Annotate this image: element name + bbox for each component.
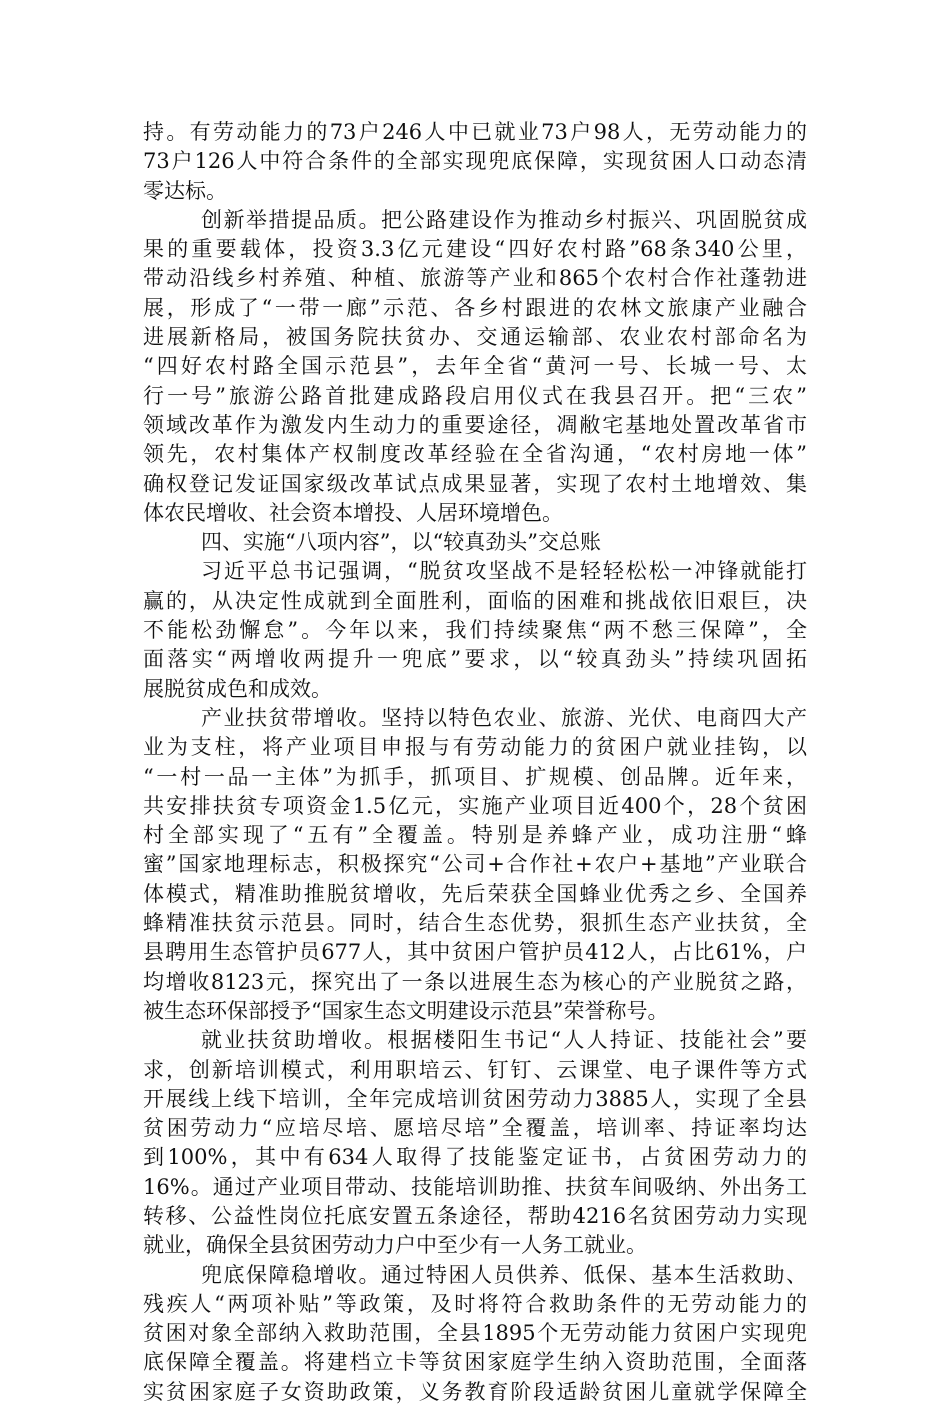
text-line: 确权登记发证国家级改革试点成果显著，实现了农村土地增效、集 <box>143 471 807 496</box>
text-line: 开展线上线下培训，全年完成培训贫困劳动力3885人，实现了全县 <box>143 1086 807 1111</box>
text-line: 面落实“两增收两提升一兜底”要求，以“较真劲头”持续巩固拓 <box>143 647 807 672</box>
text-line: “四好农村路全国示范县”，去年全省“黄河一号、长城一号、太 <box>143 354 807 379</box>
text-line: 实贫困家庭子女资助政策，义务教育阶段适龄贫困儿童就学保障全 <box>143 1379 807 1404</box>
text-line: 到100%，其中有634人取得了技能鉴定证书，占贫困劳动力的 <box>143 1145 807 1170</box>
text-line: 领域改革作为激发内生动力的重要途径，凋敝宅基地处置改革省市 <box>143 412 807 437</box>
text-line: 转移、公益性岗位托底安置五条途径，帮助4216名贫困劳动力实现 <box>143 1203 807 1228</box>
text-line: 持。有劳动能力的73户246人中已就业73户98人，无劳动能力的 <box>143 120 807 144</box>
text-line: 进展新格局，被国务院扶贫办、交通运输部、农业农村部命名为 <box>143 325 807 350</box>
text-line: 赢的，从决定性成就到全面胜利，面临的困难和挑战依旧艰巨，决 <box>143 588 807 613</box>
text-line: 蜜”国家地理标志，积极探究“公司+合作社+农户+基地”产业联合 <box>143 852 807 877</box>
text-line: 16%。通过产业项目带动、技能培训助推、扶贫车间吸纳、外出务工 <box>143 1174 807 1199</box>
text-line: 带动沿线乡村养殖、种植、旅游等产业和865个农村合作社蓬勃进 <box>143 266 807 291</box>
text-line: 被生态环保部授予“国家生态文明建设示范县”荣誉称号。 <box>143 998 669 1023</box>
text-line: 村全部实现了“五有”全覆盖。特别是养蜂产业，成功注册“蜂 <box>143 823 807 848</box>
text-line: 兜底保障稳增收。通过特困人员供养、低保、基本生活救助、 <box>201 1262 807 1287</box>
text-line: 领先，农村集体产权制度改革经验在全省沟通，“农村房地一体” <box>143 442 807 467</box>
text-line: 73户126人中符合条件的全部实现兜底保障，实现贫困人口动态清 <box>143 149 807 174</box>
text-line: 展脱贫成色和成效。 <box>143 676 332 701</box>
text-line: 残疾人“两项补贴”等政策，及时将符合救助条件的无劳动能力的 <box>143 1291 807 1316</box>
text-line: 不能松劲懈怠”。今年以来，我们持续聚焦“两不愁三保障”，全 <box>143 618 807 643</box>
text-line: 贫困劳动力“应培尽培、愿培尽培”全覆盖，培训率、持证率均达 <box>143 1116 807 1141</box>
text-line: 果的重要载体，投资3.3亿元建设“四好农村路”68条340公里， <box>143 237 807 262</box>
text-line: 求，创新培训模式，利用职培云、钉钉、云课堂、电子课件等方式 <box>143 1057 807 1082</box>
text-line: 共安排扶贫专项资金1.5亿元，实施产业项目近400个，28个贫困 <box>143 793 807 818</box>
text-line: 就业扶贫助增收。根据楼阳生书记“人人持证、技能社会”要 <box>201 1028 807 1053</box>
text-line: 产业扶贫带增收。坚持以特色农业、旅游、光伏、电商四大产 <box>201 705 807 730</box>
text-line: 县聘用生态管护员677人，其中贫困户管护员412人，占比61%，户 <box>143 940 807 965</box>
text-line: 体农民增收、社会资本增投、人居环境增色。 <box>143 500 563 525</box>
document-page <box>143 118 807 1407</box>
text-line: 均增收8123元，探究出了一条以进展生态为核心的产业脱贫之路， <box>143 969 807 994</box>
text-line: 创新举措提品质。把公路建设作为推动乡村振兴、巩固脱贫成 <box>201 207 807 232</box>
text-line: 体模式，精准助推脱贫增收，先后荣获全国蜂业优秀之乡、全国养 <box>143 881 807 906</box>
text-line: 就业，确保全县贫困劳动力户中至少有一人务工就业。 <box>143 1233 647 1258</box>
text-line: 习近平总书记强调，“脱贫攻坚战不是轻轻松松一冲锋就能打 <box>201 559 807 584</box>
text-line: “一村一品一主体”为抓手，抓项目、扩规模、创品牌。近年来， <box>143 764 807 789</box>
text-line: 四、实施“八项内容”，以“较真劲头”交总账 <box>201 530 601 555</box>
text-line: 行一号”旅游公路首批建成路段启用仪式在我县召开。把“三农” <box>143 383 807 408</box>
text-line: 业为支柱，将产业项目申报与有劳动能力的贫困户就业挂钩，以 <box>143 735 807 760</box>
text-line: 贫困对象全部纳入救助范围，全县1895个无劳动能力贫困户实现兜 <box>143 1321 807 1346</box>
text-line: 底保障全覆盖。将建档立卡等贫困家庭学生纳入资助范围，全面落 <box>143 1350 807 1375</box>
text-line: 展，形成了“一带一廊”示范、各乡村跟进的农林文旅康产业融合 <box>143 295 807 320</box>
text-line: 零达标。 <box>143 178 227 203</box>
text-line: 蜂精准扶贫示范县。同时，结合生态优势，狠抓生态产业扶贫，全 <box>143 911 807 936</box>
